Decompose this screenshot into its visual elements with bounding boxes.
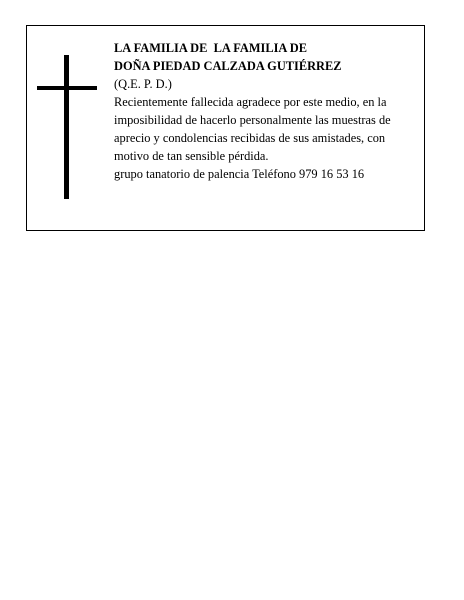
cross-icon: [37, 55, 97, 199]
notice-contact: grupo tanatorio de palencia Teléfono 979 16 53 16: [114, 167, 365, 181]
obituary-notice: [26, 25, 425, 231]
notice-heading-line1: LA FAMILIA DE LA FAMILIA DE: [114, 41, 307, 55]
notice-qepd: (Q.E. P. D.): [114, 77, 172, 91]
notice-message: Recientemente fallecida agradece por este medio, en la imposibilidad de hacerlo personalmente las muestras de aprecio y condolencias recibidas de sus amistades, con motivo de tan sensible pérdida.: [114, 95, 391, 163]
cross-vertical-bar: [64, 55, 69, 199]
cross-horizontal-bar: [37, 86, 97, 90]
notice-heading-deceased-name: DOÑA PIEDAD CALZADA GUTIÉRREZ: [114, 59, 342, 73]
notice-text-block: [114, 39, 420, 183]
